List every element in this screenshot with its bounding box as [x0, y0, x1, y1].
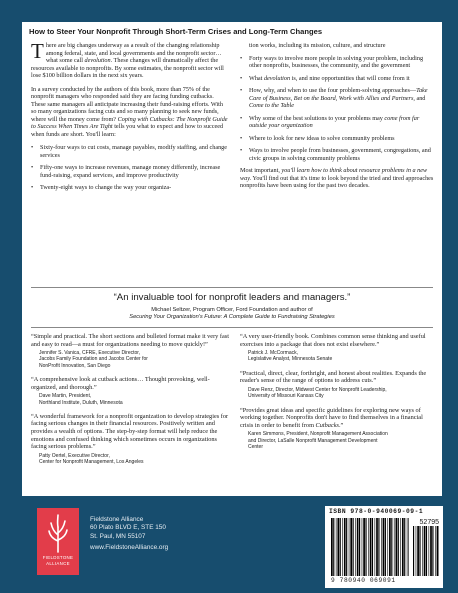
testimonial: “Practical, direct, clear, forthright, and honest about realities. Expands the reader's sense of the range of options to address cuts.” Dave Renz, Director, Midwest Center for Nonprofit Leadership, University of Missouri Kansas City	[240, 370, 436, 400]
publisher-website[interactable]: www.FieldstoneAlliance.org	[90, 544, 169, 552]
testimonial-source: Dave Martin, President, Northland Institute, Duluth, Minnesota	[39, 393, 123, 406]
list-item: • How, why, and when to use the four problem-solving approaches—Take Care of Business, Bet on the Board, Work with Allies and Partners, and Come to the Table	[240, 87, 436, 110]
description-right-column	[240, 42, 436, 196]
publisher-logo	[37, 508, 79, 575]
barcode-panel	[325, 506, 443, 588]
list-item: • Sixty-four ways to cut costs, manage payables, modify staffing, and change services	[31, 144, 229, 159]
divider	[31, 287, 433, 288]
list-item: • What devolution is, and nine opportunities that will come from it	[240, 75, 436, 83]
headline-quote-attribution: Michael Seltzer, Program Officer, Ford Foundation and author of Securing Your Organization's Future: A Complete Guide to Fundraising Strategies	[129, 307, 335, 320]
publisher-name: Fieldstone Alliance	[90, 516, 144, 523]
isbn-label: ISBN 978-0-940069-09-1	[329, 508, 424, 515]
headline-quote: “An invaluable tool for nonprofit leaders and managers.”	[113, 292, 351, 303]
back-cover-panel	[22, 22, 442, 496]
price-code: 52795	[419, 519, 439, 526]
list-item: • Twenty-eight ways to change the way your organiza-	[31, 184, 229, 192]
drop-cap: T	[31, 39, 44, 63]
testimonial-source: Patty Oertel, Executive Director, Center for Nonprofit Management, Los Angeles	[39, 452, 144, 466]
testimonial: “A very user-friendly book. Combines common sense thinking and useful exercises into a package that does not exist elsewhere.” Patrick J. McCormack, Legislative Analyst, Minnesota Senate	[240, 333, 436, 363]
intro-paragraph-2: In a survey conducted by the authors of this book, more than 75% of the nonprofit managers who responded said they are facing funding cutbacks. These same managers all anticipate increasing their fund-raising efforts. With so many organizations facing cuts and so many planning to seek new funds, where will the money come from? Coping with Cutbacks: The Nonprofit Guide to Success When Times Are Tight tells you what to expect and how to succeed when funds are short. You'll learn:	[31, 85, 228, 138]
publisher-address-line-2: St. Paul, MN 55107	[90, 532, 146, 540]
list-item: • Fifty-one ways to increase revenues, manage money differently, increase fund-raising, expand services, and improve productivity	[31, 164, 229, 179]
testimonial: “A wonderful framework for a nonprofit organization to develop strategies for facing serious changes in their financial resources. Positively written and provides a wealth of options. The step-by-step format will help reduce the emotions and confused thinking which sometimes occurs in organizations facing serious problems.” Patty Oertel, Executive Director, Center for Nonprofit Management, Los Angeles	[31, 412, 229, 466]
logo-wordmark: FIELDSTONE ALLIANCE	[42, 555, 74, 566]
list-item: • Forty ways to involve more people in solving your problem, including other nonprofits, businesses, the community, and the government	[240, 55, 436, 70]
intro-paragraph-1: There are big changes underway as a result of the changing relationship among federal, state, and local governments and the nonprofit sector…what some call devolution. These changes will dramatically affect the resources available to nonprofits. By some estimates, the nonprofit sector will lose $100 billion dollars in the next six years.	[31, 39, 224, 79]
testimonial-source: Jennifer S. Vanica, CFRE, Executive Director, Jacobs Family Foundation and Jacobs Center for NonProfit Innovation, San Diego	[39, 350, 148, 369]
testimonials-right	[240, 333, 436, 457]
publisher-info	[90, 516, 168, 553]
testimonial: “Simple and practical. The short sections and bulleted format make it very fast and easy to read—a must for organizations needing to move quickly!” Jennifer S. Vanica, CFRE, Executive Director, Jacobs Family Foundation and Jacobs Center for NonProfit Innovation, San Diego	[31, 333, 229, 369]
testimonial: “A comprehensive look at cutback actions… Thought provoking, well-organized, and thorough.” Dave Martin, President, Northland Institute, Duluth, Minnesota	[31, 376, 229, 406]
testimonial-source: Karen Simmons, President, Nonprofit Management Association and Director, LaSalle Nonprofit Management Development Center	[248, 431, 388, 450]
publisher-address-line-1: 60 Plato BLVD E, STE 150	[90, 524, 166, 532]
list-item: • Why some of the best solutions to your problems may come from far outside your organization	[240, 115, 436, 130]
barcode-digits: 9 780940 069091	[331, 577, 396, 584]
closing-paragraph: Most important, you'll learn how to think about resource problems in a new way. You'll find out that it's time to look beyond the tried and tired approaches nonprofits have been using for the past two decades.	[240, 167, 434, 189]
testimonial-source: Dave Renz, Director, Midwest Center for Nonprofit Leadership, University of Missouri Kansas City	[248, 386, 387, 400]
list-item: • Ways to involve people from businesses, government, congregations, and civic groups in solving community problems	[240, 147, 436, 162]
testimonial-source: Patrick J. McCormack, Legislative Analyst, Minnesota Senate	[248, 350, 333, 363]
description-left-column	[31, 39, 229, 197]
tree-icon	[46, 513, 70, 553]
list-item: • Where to look for new ideas to solve community problems	[240, 135, 436, 143]
benefit-list-right	[240, 55, 436, 163]
testimonial: “Provides great ideas and specific guidelines for exploring new ways of working together. Nonprofits don't have to find themselves in a financial crisis in order to benefit from Cutbacks.” Karen Simmons, President, Nonprofit Management Association and Director, LaSalle Nonprofit Management Development Center	[240, 407, 436, 451]
list-continuation: tion works, including its mission, culture, and structure	[249, 42, 386, 49]
barcode-addon-icon	[413, 526, 439, 576]
divider	[31, 327, 433, 328]
benefit-list-left	[31, 144, 229, 192]
barcode-icon	[331, 518, 409, 576]
testimonials-left	[31, 333, 229, 472]
cover-heading: How to Steer Your Nonprofit Through Short-Term Crises and Long-Term Changes	[29, 27, 323, 36]
